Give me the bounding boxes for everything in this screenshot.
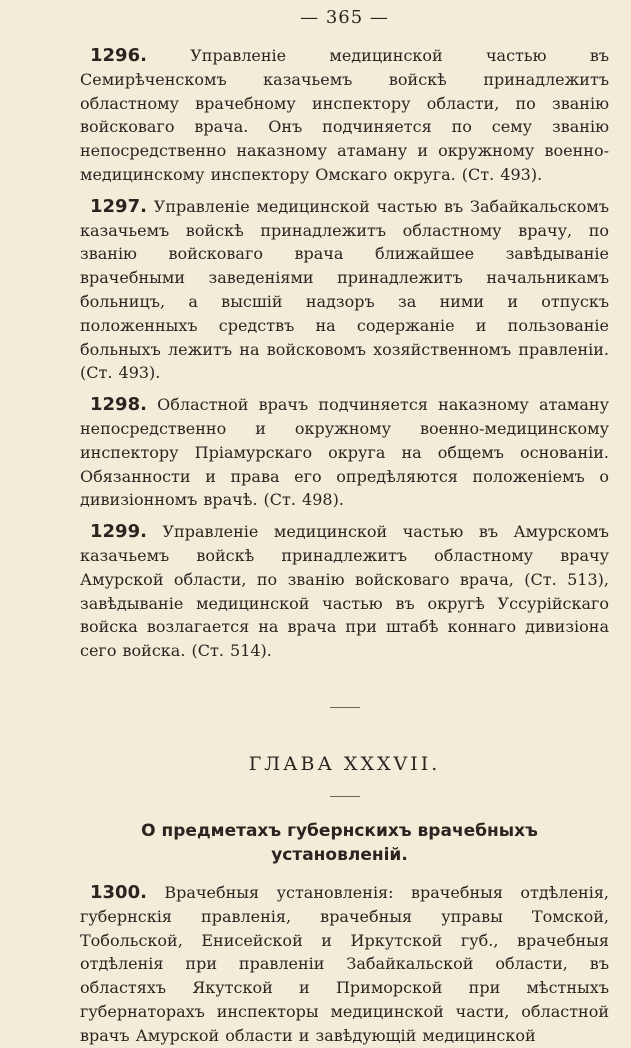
article-1296 [80,44,609,187]
article-number: 1300. [90,881,147,903]
article-1300 [80,881,609,1048]
article-1299 [80,520,609,663]
article-1298 [80,393,609,512]
article-text: Управленіе медицинской частью въ Семирѣченскомъ казачьемъ войскѣ принадлежитъ областному врачебному инспектору области, по званію войсковаго врача. Онъ подчиняется по сему званію непосредственно наказному атаману и окружному военно-медицинскому инспектору Омскаго округа. (Ст. 493). [80,46,609,184]
section-divider [330,707,360,708]
article-number: 1296. [90,45,147,66]
article-number: 1297. [90,195,147,217]
article-text: Управленіе медицинской частью въ Амурскомъ казачьемъ войскѣ принадлежитъ областному врачу Амурской области, по званію войсковаго врача, (Ст. 513), завѣдываніе медицинской частью въ округѣ Уссурійскаго войска возлагается на врача при штабѣ коннаго дивизіона сего войска. (Ст. 514). [80,522,609,661]
article-text: Врачебныя установленія: врачебныя отдѣленія, губернскія правленія, врачебныя управы Томской, Тобольской, Енисейской и Иркутской губ., врачебныя отдѣленія при правленіи Забайкальской области, въ областяхъ Якутской и Приморской при мѣстныхъ губернаторахъ инспекторы медицинской части, областной врачъ Амурской области и завѣдующій медицинской [80,882,609,1045]
article-text: Областной врачъ подчиняется наказному атаману непосредственно и окружному военно-медицинскому инспектору Пріамурскаго округа на общемъ основаніи. Обязанности и права его опредѣляются положеніемъ о дивизіонномъ врачѣ. (Ст. 498). [80,395,609,510]
article-1297 [80,195,609,385]
article-number: 1298. [90,394,147,416]
chapter-divider [330,796,360,797]
article-text: Управленіе медицинской частью въ Забайкальскомъ казачьемъ войскѣ принадлежитъ областному врачу, по званію войсковаго врача ближайшее завѣдываніе врачебными заведеніями принадлежитъ начальникамъ больницъ, а высшій надзоръ за ними и отпускъ положенныхъ средствъ на содержаніе и пользованіе больныхъ лежитъ на войсковомъ хозяйственномъ правленіи. (Ст. 493). [80,196,609,383]
article-number: 1299. [90,521,147,543]
chapter-title: ГЛАВА XXXVII. [248,752,441,775]
page-number: — 365 — [300,7,389,28]
section-heading: О предметахъ губернскихъ врачебныхъ установленій. [141,820,538,865]
